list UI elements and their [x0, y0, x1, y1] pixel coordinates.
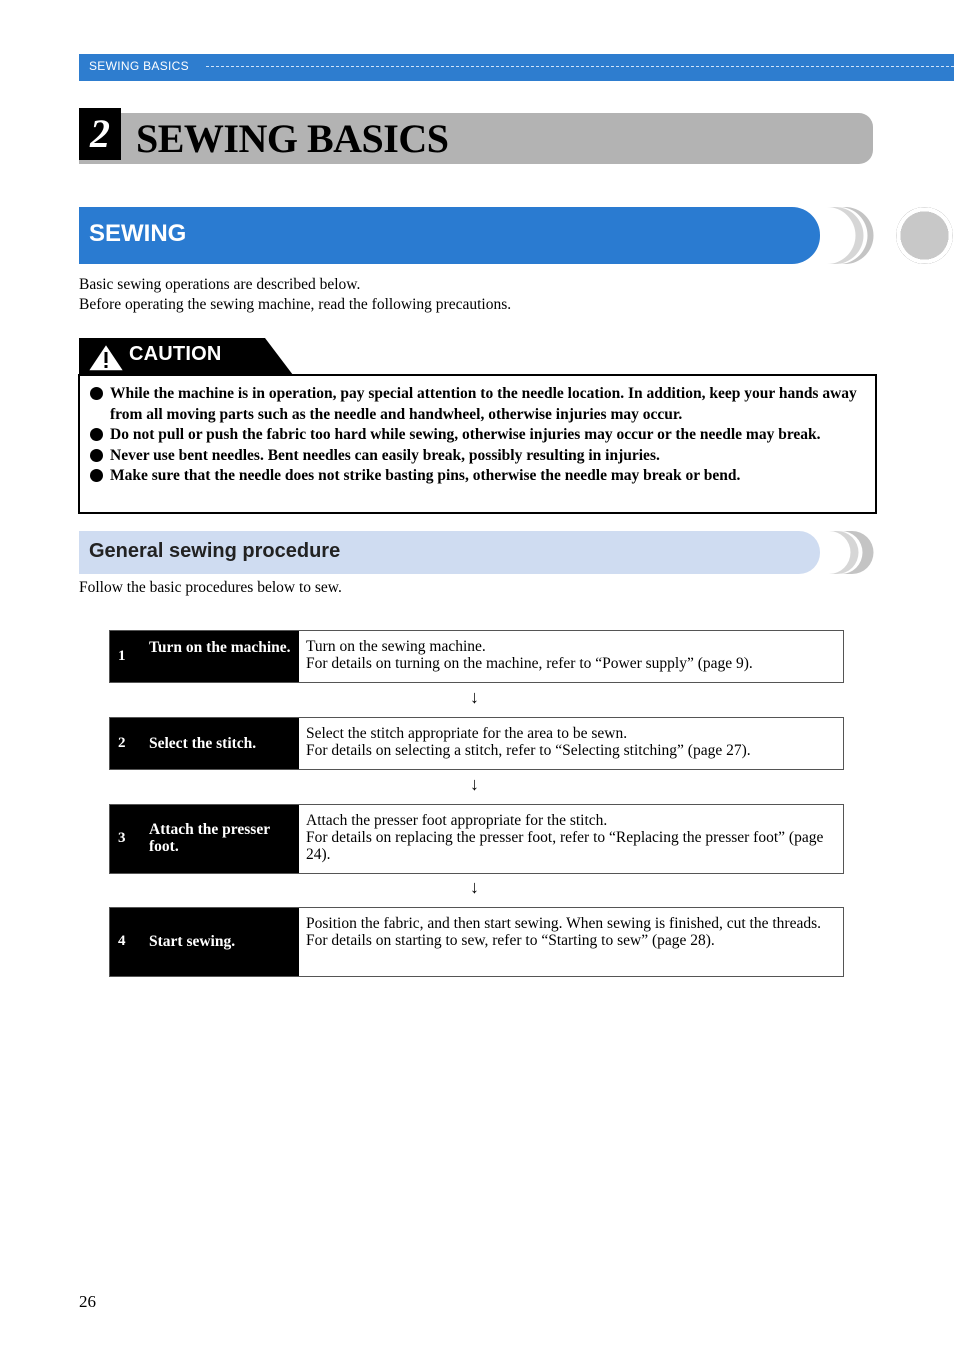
procedure-step: [109, 717, 844, 770]
section-title: SEWING: [89, 220, 187, 247]
procedure-step: [109, 630, 844, 683]
section-heading-fill: [79, 207, 820, 264]
bullet-icon: [90, 428, 103, 441]
bullet-icon: [90, 387, 103, 400]
chapter-number: 2: [79, 108, 121, 160]
caution-item: Make sure that the needle does not strike basting pins, otherwise the needle may break or bend.: [88, 466, 863, 487]
section-bar-decoration: [896, 207, 953, 264]
step-description-line: Select the stitch appropriate for the area to be sewn.: [306, 725, 628, 742]
step-description: [299, 908, 843, 976]
bullet-icon: [90, 469, 103, 482]
step-name: Select the stitch.: [149, 735, 257, 752]
step-description: [299, 805, 843, 873]
caution-label: CAUTION: [129, 343, 222, 365]
chapter-title: SEWING BASICS: [136, 116, 449, 161]
step-arrow: ↓: [470, 774, 479, 794]
step-number: 1: [118, 648, 126, 664]
subsection-heading-fill: [79, 531, 820, 574]
procedure-step: [109, 907, 844, 977]
subsection-heading-bar: [79, 531, 874, 574]
step-name: Start sewing.: [149, 933, 236, 950]
step-description-line: For details on replacing the presser foot, refer to “Replacing the presser foot” (page 24).: [306, 829, 824, 863]
running-header-rule: [206, 66, 954, 67]
intro-line: Before operating the sewing machine, read the following precautions.: [79, 296, 512, 313]
step-description-line: For details on turning on the machine, refer to “Power supply” (page 9).: [306, 655, 753, 672]
step-description-line: Position the fabric, and then start sewing. When sewing is finished, cut the threads.: [306, 915, 821, 932]
step-name: Attach the presser foot.: [149, 821, 270, 855]
caution-item: Never use bent needles. Bent needles can easily break, possibly resulting in injuries.: [88, 446, 863, 467]
step-number: 4: [118, 933, 126, 949]
caution-item: Do not pull or push the fabric too hard while sewing, otherwise injuries may occur or the needle may break.: [88, 425, 863, 446]
subsection-title: General sewing procedure: [89, 540, 341, 562]
caution-list: [88, 384, 863, 487]
step-arrow: ↓: [470, 877, 479, 897]
step-description-line: Turn on the sewing machine.: [306, 638, 486, 655]
page-number: 26: [79, 1292, 96, 1311]
step-description-line: Attach the presser foot appropriate for the stitch.: [306, 812, 608, 829]
subsection-intro: Follow the basic procedures below to sew.: [79, 579, 342, 596]
step-header: [110, 805, 299, 873]
step-number: 3: [118, 830, 126, 846]
bullet-icon: [90, 449, 103, 462]
running-header: [79, 54, 954, 81]
step-description-line: For details on selecting a stitch, refer to “Selecting stitching” (page 27).: [306, 742, 751, 759]
step-header: [110, 718, 299, 769]
step-arrow: ↓: [470, 687, 479, 707]
step-description-line: For details on starting to sew, refer to “Starting to sew” (page 28).: [306, 932, 715, 949]
section-intro: [79, 275, 511, 315]
step-description: [299, 631, 843, 682]
step-header: [110, 908, 299, 976]
caution-item: While the machine is in operation, pay special attention to the needle location. In addition, keep your hands away from all moving parts such as the needle and handwheel, otherwise injuries may occur.: [88, 384, 863, 425]
step-header: [110, 631, 299, 682]
step-description: [299, 718, 843, 769]
step-name: Turn on the machine.: [149, 639, 291, 656]
section-heading-bar: [79, 207, 874, 264]
step-number: 2: [118, 735, 126, 751]
procedure-step: [109, 804, 844, 874]
intro-line: Basic sewing operations are described below.: [79, 276, 361, 293]
running-header-label: SEWING BASICS: [89, 59, 189, 73]
